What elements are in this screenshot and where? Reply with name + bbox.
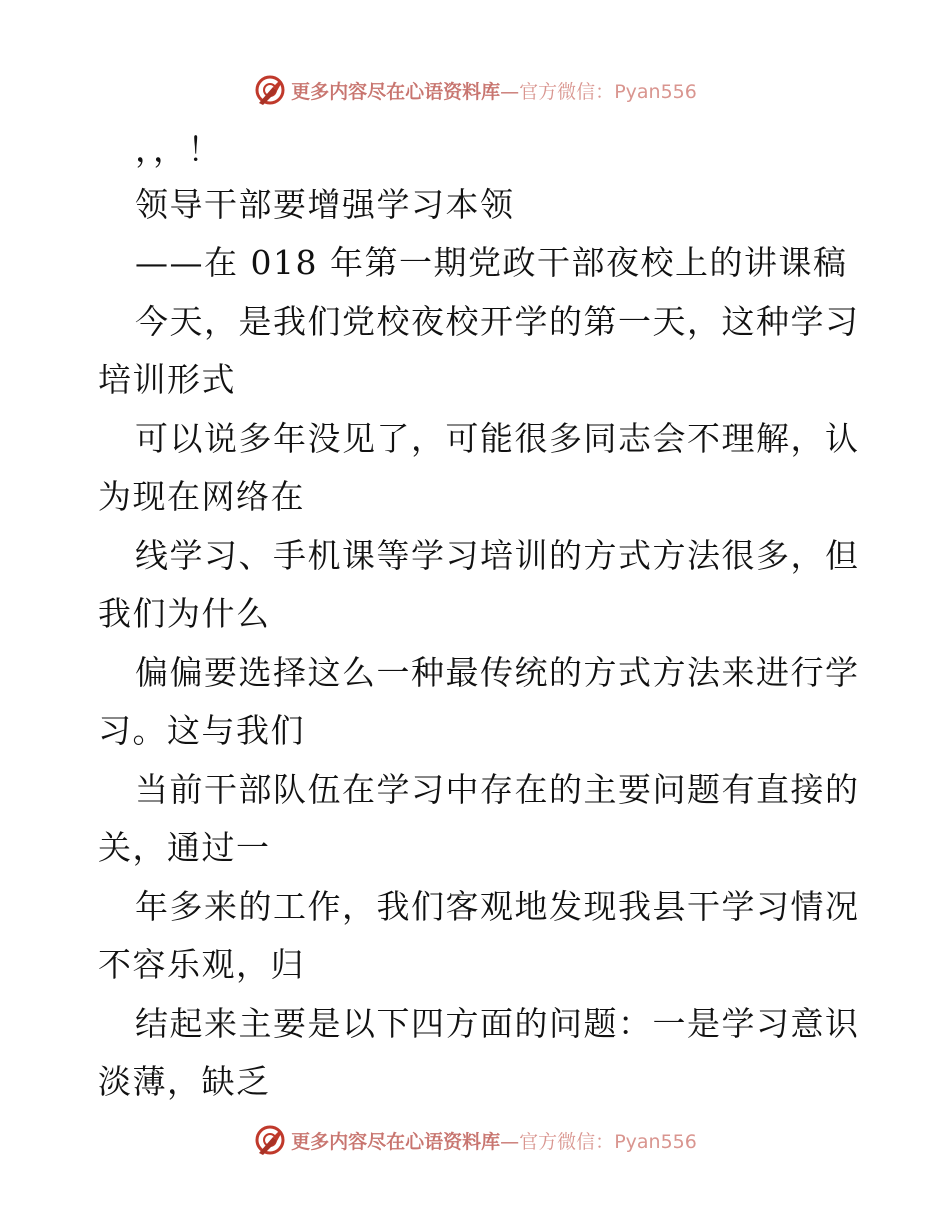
footer-watermark-banner	[0, 1120, 950, 1160]
doc-line-1: ，，！	[135, 130, 222, 169]
doc-line-15: 不容乐观，归	[98, 945, 305, 984]
watermark-site-text: 更多内容尽在心语资料库	[291, 80, 501, 103]
doc-line-12: 当前干部队伍在学习中存在的主要问题有直接的	[135, 770, 860, 809]
doc-line-16: 结起来主要是以下四方面的问题：一是学习意识	[135, 1004, 860, 1043]
doc-line-6: 可以说多年没见了，可能很多同志会不理解，认	[135, 419, 860, 458]
pen-circle-logo-icon	[253, 1123, 287, 1157]
watermark-wechat-id: Pyan556	[614, 1130, 697, 1153]
doc-line-11: 习。这与我们	[98, 711, 305, 750]
doc-line-8: 线学习、手机课等学习培训的方式方法很多，但	[135, 536, 860, 575]
watermark-wechat-label: 官方微信：	[519, 80, 615, 103]
watermark-text	[291, 1127, 697, 1154]
watermark-wechat-id: Pyan556	[614, 80, 697, 103]
watermark-dash: —	[500, 80, 520, 103]
doc-line-5: 培训形式	[98, 360, 236, 399]
doc-line-7: 为现在网络在	[98, 477, 305, 516]
doc-line-14: 年多来的工作，我们客观地发现我县干学习情况	[135, 887, 860, 926]
doc-line-4: 今天，是我们党校夜校开学的第一天，这种学习	[135, 302, 860, 341]
doc-line-10: 偏偏要选择这么一种最传统的方式方法来进行学	[135, 653, 860, 692]
doc-line-17: 淡薄，缺乏	[98, 1062, 271, 1101]
watermark-site-text: 更多内容尽在心语资料库	[291, 1130, 501, 1153]
doc-line-9: 我们为什么	[98, 594, 271, 633]
doc-line-13: 关，通过一	[98, 828, 271, 867]
watermark-wechat-label: 官方微信：	[519, 1130, 615, 1153]
doc-subtitle: ——在 018 年第一期党政干部夜校上的讲课稿	[135, 243, 848, 282]
watermark-dash: —	[500, 1130, 520, 1153]
doc-title: 领导干部要增强学习本领	[135, 185, 515, 224]
